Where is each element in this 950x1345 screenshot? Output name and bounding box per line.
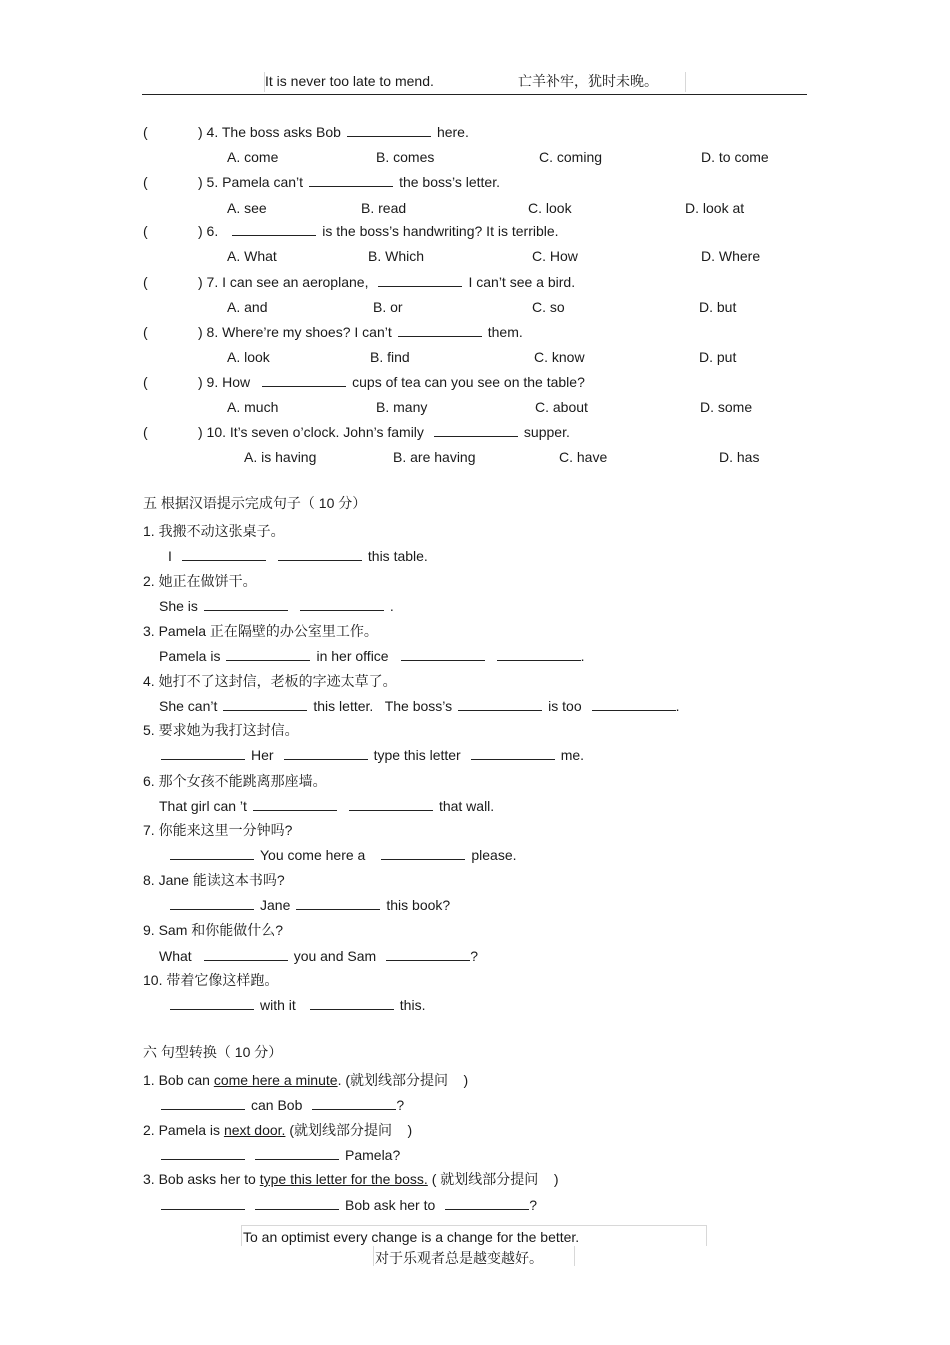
mc-post: the boss’s letter. <box>399 174 500 190</box>
s5-text: ? <box>470 948 478 964</box>
mc-question <box>198 323 523 341</box>
option-a: A. look <box>227 349 270 365</box>
s5-text: Pamela is <box>159 648 221 664</box>
mc-num: ) 6. <box>198 223 219 239</box>
s5-answer-line <box>164 996 425 1014</box>
s5-answer-line <box>155 746 584 764</box>
s6-text: 1. Bob can <box>143 1072 214 1088</box>
s5-text: That girl can ’t <box>159 798 247 814</box>
mc-question <box>198 173 500 191</box>
answer-blank[interactable] <box>204 597 288 611</box>
mc-pre: Where’re my shoes? I can’t <box>222 324 392 340</box>
answer-blank[interactable] <box>161 1096 245 1110</box>
mc-num: ) 7. <box>198 274 219 290</box>
mc-pre: The boss asks Bob <box>221 124 341 140</box>
option-b: B. many <box>376 399 428 415</box>
s5-prompt: 10. 带着它像这样跑。 <box>143 972 279 988</box>
s6-text: Pamela? <box>345 1147 401 1163</box>
s5-text: You come here a <box>260 847 366 863</box>
option-d: D. put <box>699 349 737 365</box>
s5-prompt: 1. 我搬不动这张桌子。 <box>143 523 285 539</box>
answer-blank[interactable] <box>226 647 310 661</box>
answer-blank[interactable] <box>312 1096 396 1110</box>
s5-text: in her office <box>316 648 389 664</box>
answer-blank[interactable] <box>386 947 470 961</box>
mc-paren: ( <box>143 274 148 290</box>
s5-text: this book? <box>386 897 451 913</box>
option-a: A. and <box>227 299 268 315</box>
s5-text: this letter. The boss’s <box>313 698 453 714</box>
s5-text: is too <box>548 698 582 714</box>
option-d: D. to come <box>701 149 769 165</box>
s5-text: that wall. <box>438 798 495 814</box>
answer-blank[interactable] <box>471 746 555 760</box>
mc-post: them. <box>487 324 523 340</box>
option-d: D. look at <box>685 200 745 216</box>
mc-num: ) 8. <box>198 324 219 340</box>
answer-blank[interactable] <box>296 896 380 910</box>
s6-answer-line <box>155 1196 537 1214</box>
mc-paren: ( <box>143 374 148 390</box>
s5-prompt: 6. 那个女孩不能跳离那座墙。 <box>143 773 327 789</box>
mc-num: ) 4. <box>198 124 219 140</box>
answer-blank[interactable] <box>381 846 465 860</box>
answer-blank[interactable] <box>232 222 316 236</box>
answer-blank[interactable] <box>255 1196 339 1210</box>
s5-answer-line <box>164 896 450 914</box>
s5-answer-line <box>159 597 394 615</box>
s6-answer-line <box>155 1096 404 1114</box>
s6-text: Bob ask her to <box>345 1197 436 1213</box>
option-c: C. so <box>532 299 565 315</box>
s5-prompt: 4. 她打不了这封信，老板的字迹太草了。 <box>143 673 397 689</box>
s6-underlined: next door. <box>223 1122 286 1138</box>
s5-text: with it <box>260 997 296 1013</box>
s6-answer-line <box>155 1146 400 1164</box>
mc-question <box>198 222 559 240</box>
mc-post: cups of tea can you see on the table? <box>352 374 585 390</box>
s5-text: Jane <box>260 897 291 913</box>
s5-answer-line <box>168 547 428 565</box>
option-a: A. come <box>227 149 279 165</box>
answer-blank[interactable] <box>161 746 245 760</box>
answer-blank[interactable] <box>255 1146 339 1160</box>
s5-text: . <box>389 598 394 614</box>
s5-text: . <box>580 648 585 664</box>
option-b: B. Which <box>368 248 425 264</box>
mc-pre: It’s seven o’clock. John’s family <box>229 424 424 440</box>
s5-answer-line <box>159 647 584 665</box>
mc-question <box>198 423 570 441</box>
option-b: B. comes <box>376 149 435 165</box>
answer-blank[interactable] <box>170 896 254 910</box>
mc-question <box>198 373 585 391</box>
option-a: A. is having <box>244 449 317 465</box>
mc-pre: Pamela can’t <box>222 174 304 190</box>
answer-blank[interactable] <box>161 1146 245 1160</box>
option-b: B. or <box>373 299 403 315</box>
s5-prompt: 2. 她正在做饼干。 <box>143 573 257 589</box>
answer-blank[interactable] <box>349 797 433 811</box>
option-c: C. look <box>528 200 572 216</box>
s6-text: . (就划线部分提问 ) <box>337 1072 469 1088</box>
s6-question <box>143 1071 468 1089</box>
mc-pre: I can see an aeroplane, <box>222 274 369 290</box>
s5-text: this. <box>399 997 426 1013</box>
s5-answer-line <box>159 947 478 965</box>
option-c: C. How <box>532 248 578 264</box>
section5-title: 五 根据汉语提示完成句子（ 10 分） <box>143 495 367 511</box>
s6-text: can Bob <box>251 1097 303 1113</box>
s6-text: 2. Pamela is <box>143 1122 224 1138</box>
answer-blank[interactable] <box>347 123 431 137</box>
answer-blank[interactable] <box>310 996 394 1010</box>
answer-blank[interactable] <box>182 547 266 561</box>
option-d: D. has <box>719 449 760 465</box>
mc-post: is the boss’s handwriting? It is terrible. <box>322 223 559 239</box>
answer-blank[interactable] <box>223 697 307 711</box>
answer-blank[interactable] <box>262 373 346 387</box>
s5-prompt: 7. 你能来这里一分钟吗? <box>143 822 293 838</box>
option-a: A. see <box>227 200 267 216</box>
answer-blank[interactable] <box>278 547 362 561</box>
answer-blank[interactable] <box>161 1196 245 1210</box>
s6-question <box>143 1121 412 1139</box>
answer-blank[interactable] <box>170 996 254 1010</box>
s5-text: . <box>675 698 680 714</box>
answer-blank[interactable] <box>170 846 254 860</box>
s5-text: type this letter <box>373 747 461 763</box>
s6-question <box>143 1170 559 1188</box>
header-chinese: 亡羊补牢，犹时未晚。 <box>518 73 658 89</box>
option-d: D. Where <box>701 248 761 264</box>
s5-text: She can’t <box>159 698 218 714</box>
s5-prompt: 8. Jane 能读这本书吗? <box>143 872 285 888</box>
s6-text: (就划线部分提问 ) <box>285 1122 413 1138</box>
s5-prompt: 9. Sam 和你能做什么? <box>143 922 284 938</box>
s5-text: this table. <box>367 548 428 564</box>
answer-blank[interactable] <box>253 797 337 811</box>
mc-paren: ( <box>143 223 148 239</box>
option-c: C. coming <box>539 149 603 165</box>
mc-paren: ( <box>143 424 148 440</box>
s5-text: please. <box>471 847 517 863</box>
answer-blank[interactable] <box>445 1196 529 1210</box>
mc-num: ) 10. <box>198 424 227 440</box>
answer-blank[interactable] <box>497 647 581 661</box>
option-a: A. What <box>227 248 277 264</box>
option-d: D. some <box>700 399 753 415</box>
s5-text: me. <box>560 747 585 763</box>
mc-question <box>198 123 469 141</box>
mc-paren: ( <box>143 324 148 340</box>
option-b: B. are having <box>393 449 476 465</box>
mc-num: ) 9. <box>198 374 219 390</box>
option-c: C. know <box>534 349 585 365</box>
option-a: A. much <box>227 399 279 415</box>
answer-blank[interactable] <box>300 597 384 611</box>
s6-text: ? <box>529 1197 538 1213</box>
answer-blank[interactable] <box>204 947 288 961</box>
mc-paren: ( <box>143 174 148 190</box>
answer-blank[interactable] <box>309 173 393 187</box>
answer-blank[interactable] <box>434 423 518 437</box>
s6-underlined: type this letter for the boss. <box>259 1171 428 1187</box>
answer-blank[interactable] <box>284 746 368 760</box>
header-rule <box>142 94 807 95</box>
answer-blank[interactable] <box>378 273 462 287</box>
footer-english: To an optimist every change is a change for the better. <box>243 1229 580 1245</box>
mc-post: supper. <box>523 424 570 440</box>
footer-chinese: 对于乐观者总是越变越好。 <box>375 1250 543 1266</box>
s5-answer-line <box>159 797 494 815</box>
s5-text: She is <box>159 598 198 614</box>
section6-title: 六 句型转换（ 10 分） <box>143 1044 283 1060</box>
mc-post: I can’t see a bird. <box>468 274 576 290</box>
mc-paren: ( <box>143 124 148 140</box>
s5-text: you and Sam <box>293 948 377 964</box>
answer-blank[interactable] <box>398 323 482 337</box>
answer-blank[interactable] <box>401 647 485 661</box>
mc-pre: How <box>222 374 251 390</box>
s6-text: ( 就划线部分提问 ) <box>427 1171 559 1187</box>
s5-answer-line <box>159 697 680 715</box>
answer-blank[interactable] <box>458 697 542 711</box>
s5-prompt: 5. 要求她为我打这封信。 <box>143 722 299 738</box>
mc-post: here. <box>436 124 469 140</box>
option-b: B. read <box>361 200 407 216</box>
s5-text: Her <box>251 747 274 763</box>
s6-text: 3. Bob asks her to <box>143 1171 260 1187</box>
s6-text: ? <box>396 1097 405 1113</box>
mc-num: ) 5. <box>198 174 219 190</box>
s5-text: I <box>168 548 172 564</box>
option-b: B. find <box>370 349 410 365</box>
option-c: C. about <box>535 399 588 415</box>
header-english: It is never too late to mend. <box>265 73 434 89</box>
mc-question <box>198 273 575 291</box>
s5-prompt: 3. Pamela 正在隔壁的办公室里工作。 <box>143 623 378 639</box>
answer-blank[interactable] <box>592 697 676 711</box>
option-d: D. but <box>699 299 737 315</box>
s5-answer-line <box>164 846 517 864</box>
option-c: C. have <box>559 449 608 465</box>
s6-underlined: come here a minute <box>213 1072 338 1088</box>
s5-text: What <box>159 948 192 964</box>
